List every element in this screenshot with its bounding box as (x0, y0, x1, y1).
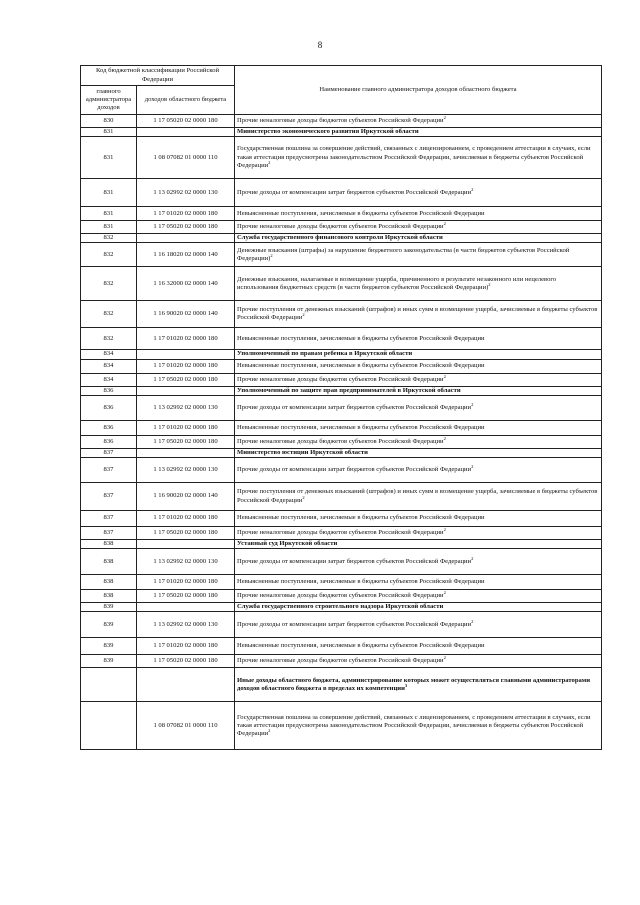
admin-code-cell: 834 (81, 350, 137, 359)
administrator-name-cell (235, 549, 602, 575)
footnote-marker: 2 (443, 526, 446, 532)
name-text: Государственная пошлина за совершение действий, связанных с лицензированием, с проведением аттестации в случаях, если такая аттестация предусмотрена законодательством Российской Федерации, зачисляемая в бюджеты субъектов Российской Федерации (237, 145, 591, 169)
administrator-name-cell (235, 575, 602, 590)
table-row (81, 179, 602, 207)
footnote-marker: 2 (471, 186, 474, 192)
admin-code-cell: 831 (81, 128, 137, 137)
footnote-marker: 2 (443, 435, 446, 441)
name-text: Служба государственного строительного надзора Иркутской области (237, 603, 444, 611)
footnote-marker: 2 (471, 463, 474, 469)
administrator-name-cell (235, 350, 602, 359)
name-text: Невыясненные поступления, зачисляемые в бюджеты субъектов Российской Федерации (237, 209, 485, 217)
admin-code-cell (81, 668, 137, 702)
income-code-cell: 1 17 01020 02 0000 180 (137, 511, 235, 527)
table-row (81, 549, 602, 575)
table-row (81, 511, 602, 527)
name-text: Прочие доходы от компенсации затрат бюджетов субъектов Российской Федерации (237, 465, 472, 473)
income-code-cell: 1 13 02992 02 0000 130 (137, 612, 235, 638)
income-code-cell: 1 17 01020 02 0000 180 (137, 207, 235, 221)
section-row (81, 448, 602, 457)
name-text: Прочие неналоговые доходы бюджетов субъектов Российской Федерации (237, 437, 444, 445)
income-code-cell: 1 17 05020 02 0000 180 (137, 435, 235, 448)
table-row (81, 267, 602, 301)
administrator-name-cell (235, 612, 602, 638)
name-text: Прочие неналоговые доходы бюджетов субъектов Российской Федерации (237, 223, 444, 231)
admin-code-cell: 832 (81, 301, 137, 328)
name-text: Невыясненные поступления, зачисляемые в бюджеты субъектов Российской Федерации (237, 642, 485, 650)
administrator-name-cell (235, 179, 602, 207)
table-row (81, 395, 602, 420)
name-text: Невыясненные поступления, зачисляемые в бюджеты субъектов Российской Федерации (237, 514, 485, 522)
table-row (81, 435, 602, 448)
admin-code-cell: 834 (81, 359, 137, 373)
table-row (81, 655, 602, 668)
income-code-cell: 1 17 05020 02 0000 180 (137, 373, 235, 386)
income-code-cell (137, 350, 235, 359)
income-code-cell: 1 16 90020 02 0000 140 (137, 483, 235, 511)
table-row (81, 137, 602, 179)
table-row (81, 702, 602, 750)
admin-code-cell: 836 (81, 435, 137, 448)
footnote-marker: 2 (302, 312, 305, 318)
income-code-cell: 1 17 01020 02 0000 180 (137, 359, 235, 373)
income-code-cell: 1 17 05020 02 0000 180 (137, 221, 235, 234)
administrator-name-cell (235, 702, 602, 750)
table-row (81, 483, 602, 511)
name-text: Прочие неналоговые доходы бюджетов субъектов Российской Федерации (237, 528, 444, 536)
section-row (81, 386, 602, 395)
administrator-name-cell (235, 458, 602, 483)
administrator-name-cell (235, 668, 602, 702)
admin-code-cell: 830 (81, 115, 137, 128)
name-text: Прочие неналоговые доходы бюджетов субъектов Российской Федерации (237, 592, 444, 600)
administrator-name-cell (235, 267, 602, 301)
name-text: Уставный суд Иркутской области (237, 540, 338, 548)
administrator-name-cell (235, 128, 602, 137)
administrator-name-cell (235, 328, 602, 350)
administrator-name-cell (235, 373, 602, 386)
administrator-name-cell (235, 386, 602, 395)
administrator-name-cell (235, 115, 602, 128)
table-row (81, 221, 602, 234)
admin-code-cell: 838 (81, 590, 137, 603)
table-row (81, 328, 602, 350)
income-code-header: доходов областного бюджета (137, 86, 235, 115)
income-code-cell: 1 17 05020 02 0000 180 (137, 115, 235, 128)
table-body (81, 115, 602, 750)
name-text: Министерство экономического развития Иркутской области (237, 128, 419, 135)
footnote-marker: 2 (443, 589, 446, 595)
section-row (81, 234, 602, 243)
income-code-cell (137, 603, 235, 612)
footnote-marker: 2 (471, 555, 474, 561)
income-code-cell: 1 16 90020 02 0000 140 (137, 301, 235, 328)
section-row (81, 128, 602, 137)
income-code-cell: 1 13 02992 02 0000 130 (137, 395, 235, 420)
table-row (81, 458, 602, 483)
table-row (81, 612, 602, 638)
income-code-cell (137, 668, 235, 702)
administrator-name-cell (235, 448, 602, 457)
admin-code-cell: 838 (81, 540, 137, 549)
table-row (81, 301, 602, 328)
name-text: Прочие доходы от компенсации затрат бюджетов субъектов Российской Федерации (237, 557, 472, 565)
administrator-name-cell (235, 540, 602, 549)
administrator-name-cell (235, 483, 602, 511)
administrator-name-cell (235, 420, 602, 435)
table-row (81, 115, 602, 128)
name-text: Прочие неналоговые доходы бюджетов субъектов Российской Федерации (237, 116, 444, 124)
admin-code-cell (81, 702, 137, 750)
footnote-marker: 2 (443, 220, 446, 226)
income-code-cell: 1 17 05020 02 0000 180 (137, 655, 235, 668)
administrator-name-cell (235, 638, 602, 655)
admin-code-cell: 837 (81, 448, 137, 457)
admin-code-cell: 832 (81, 267, 137, 301)
name-text: Невыясненные поступления, зачисляемые в бюджеты субъектов Российской Федерации (237, 362, 485, 369)
administrator-name-cell (235, 527, 602, 540)
administrator-name-cell (235, 511, 602, 527)
name-text: Прочие поступления от денежных взысканий (штрафов) и иных сумм в возмещение ущерба, зачисляемые в бюджеты субъектов Российской Федерации (237, 306, 598, 322)
administrator-name-cell (235, 655, 602, 668)
name-text: Государственная пошлина за совершение действий, связанных с лицензированием, с проведением аттестации в случаях, если такая аттестация предусмотрена законодательством Российской Федерации, зачисляемая в бюджеты субъектов Российской Федерации (237, 713, 591, 738)
admin-code-header: главного администратора доходов (81, 86, 137, 115)
name-text: Невыясненные поступления, зачисляемые в бюджеты субъектов Российской Федерации (237, 423, 485, 431)
administrator-name-cell (235, 301, 602, 328)
revenue-administrators-table (80, 65, 602, 750)
name-text: Невыясненные поступления, зачисляемые в бюджеты субъектов Российской Федерации (237, 334, 485, 342)
name-text: Уполномоченный по правам ребенка в Иркутской области (237, 350, 413, 358)
footnote-marker: 2 (443, 114, 446, 120)
administrator-name-cell (235, 395, 602, 420)
footnote-marker: 2 (443, 655, 446, 661)
administrator-name-cell (235, 590, 602, 603)
income-code-cell: 1 17 01020 02 0000 180 (137, 328, 235, 350)
table-row (81, 590, 602, 603)
administrator-name-cell (235, 137, 602, 179)
admin-code-cell: 839 (81, 603, 137, 612)
table-row (81, 638, 602, 655)
name-text: Прочие неналоговые доходы бюджетов субъектов Российской Федерации (237, 375, 444, 383)
admin-code-cell: 831 (81, 179, 137, 207)
income-code-cell (137, 540, 235, 549)
name-text: Прочие доходы от компенсации затрат бюджетов субъектов Российской Федерации (237, 620, 472, 628)
admin-code-cell: 839 (81, 638, 137, 655)
income-code-cell: 1 08 07082 01 0000 110 (137, 702, 235, 750)
name-text: Уполномоченный по защите прав предпринимателей в Иркутской области (237, 386, 461, 394)
name-text: Денежные взыскания, налагаемые в возмещение ущерба, причиненного в результате незаконного или нецелевого использования бюджетных средств (в части бюджетов субъектов Российской Федерации) (237, 275, 557, 291)
footnote-marker: 2 (268, 159, 271, 165)
section-row (81, 540, 602, 549)
footnote-marker: 2 (471, 618, 474, 624)
footnote-marker: 3 (404, 682, 408, 688)
section-row (81, 603, 602, 612)
income-code-cell: 1 17 05020 02 0000 180 (137, 590, 235, 603)
admin-code-cell: 831 (81, 137, 137, 179)
income-code-cell: 1 13 02992 02 0000 130 (137, 549, 235, 575)
name-text: Невыясненные поступления, зачисляемые в бюджеты субъектов Российской Федерации (237, 578, 485, 586)
name-text: Министерство юстиции Иркутской области (237, 448, 368, 456)
admin-code-cell: 839 (81, 655, 137, 668)
admin-code-cell: 834 (81, 373, 137, 386)
administrator-name-cell (235, 207, 602, 221)
footnote-marker: 2 (471, 401, 474, 407)
admin-code-cell: 837 (81, 511, 137, 527)
admin-code-cell: 837 (81, 483, 137, 511)
administrator-name-cell (235, 603, 602, 612)
administrator-name-header: Наименование главного администратора доходов областного бюджета (235, 66, 602, 115)
table-row (81, 575, 602, 590)
income-code-cell: 1 16 32000 02 0000 140 (137, 267, 235, 301)
administrator-name-cell (235, 243, 602, 267)
name-text: Служба государственного финансового контроля Иркутской области (237, 234, 443, 242)
income-code-cell: 1 17 01020 02 0000 180 (137, 575, 235, 590)
footnote-marker: 2 (302, 494, 305, 500)
footnote-marker: 2 (488, 281, 491, 287)
section-row (81, 350, 602, 359)
income-code-cell: 1 13 02992 02 0000 130 (137, 179, 235, 207)
income-code-cell: 1 17 01020 02 0000 180 (137, 420, 235, 435)
admin-code-cell: 831 (81, 207, 137, 221)
income-code-cell: 1 13 02992 02 0000 130 (137, 458, 235, 483)
table-row (81, 243, 602, 267)
admin-code-cell: 839 (81, 612, 137, 638)
admin-code-cell: 836 (81, 420, 137, 435)
income-code-cell (137, 234, 235, 243)
footnote-marker: 2 (268, 727, 271, 733)
table-row (81, 207, 602, 221)
table-row (81, 373, 602, 386)
income-code-cell (137, 128, 235, 137)
administrator-name-cell (235, 221, 602, 234)
income-code-cell: 1 17 05020 02 0000 180 (137, 527, 235, 540)
page-number: 8 (317, 40, 323, 50)
income-code-cell (137, 448, 235, 457)
table-row (81, 527, 602, 540)
admin-code-cell: 838 (81, 549, 137, 575)
income-code-cell: 1 17 01020 02 0000 180 (137, 638, 235, 655)
name-text: Прочие неналоговые доходы бюджетов субъектов Российской Федерации (237, 657, 444, 665)
classification-code-header: Код бюджетной классификации Российской Федерации (81, 66, 235, 86)
admin-code-cell: 832 (81, 243, 137, 267)
name-text: Прочие доходы от компенсации затрат бюджетов субъектов Российской Федерации (237, 403, 472, 411)
administrator-name-cell (235, 359, 602, 373)
admin-code-cell: 837 (81, 527, 137, 540)
admin-code-cell: 836 (81, 386, 137, 395)
name-text: Иные доходы областного бюджета, администрирование которых может осуществляться главными администраторами доходов областного бюджета в пределах их компетенции (237, 676, 591, 692)
name-text: Прочие доходы от компенсации затрат бюджетов субъектов Российской Федерации (237, 188, 472, 196)
table-row (81, 359, 602, 373)
name-text: Прочие поступления от денежных взысканий (штрафов) и иных сумм в возмещение ущерба, зачисляемые в бюджеты субъектов Российской Федерации (237, 488, 598, 504)
section-row (81, 668, 602, 702)
admin-code-cell: 836 (81, 395, 137, 420)
administrator-name-cell (235, 234, 602, 243)
admin-code-cell: 838 (81, 575, 137, 590)
administrator-name-cell (235, 435, 602, 448)
table-row (81, 420, 602, 435)
admin-code-cell: 832 (81, 328, 137, 350)
footnote-marker: 2 (443, 373, 446, 379)
name-text: Денежные взыскания (штрафы) за нарушение бюджетного законодательства (в части бюджетов субъектов Российской Федерации) (237, 246, 570, 262)
admin-code-cell: 831 (81, 221, 137, 234)
income-code-cell (137, 386, 235, 395)
admin-code-cell: 832 (81, 234, 137, 243)
income-code-cell: 1 08 07082 01 0000 110 (137, 137, 235, 179)
income-code-cell: 1 16 18020 02 0000 140 (137, 243, 235, 267)
footnote-marker: 2 (270, 252, 273, 258)
admin-code-cell: 837 (81, 458, 137, 483)
